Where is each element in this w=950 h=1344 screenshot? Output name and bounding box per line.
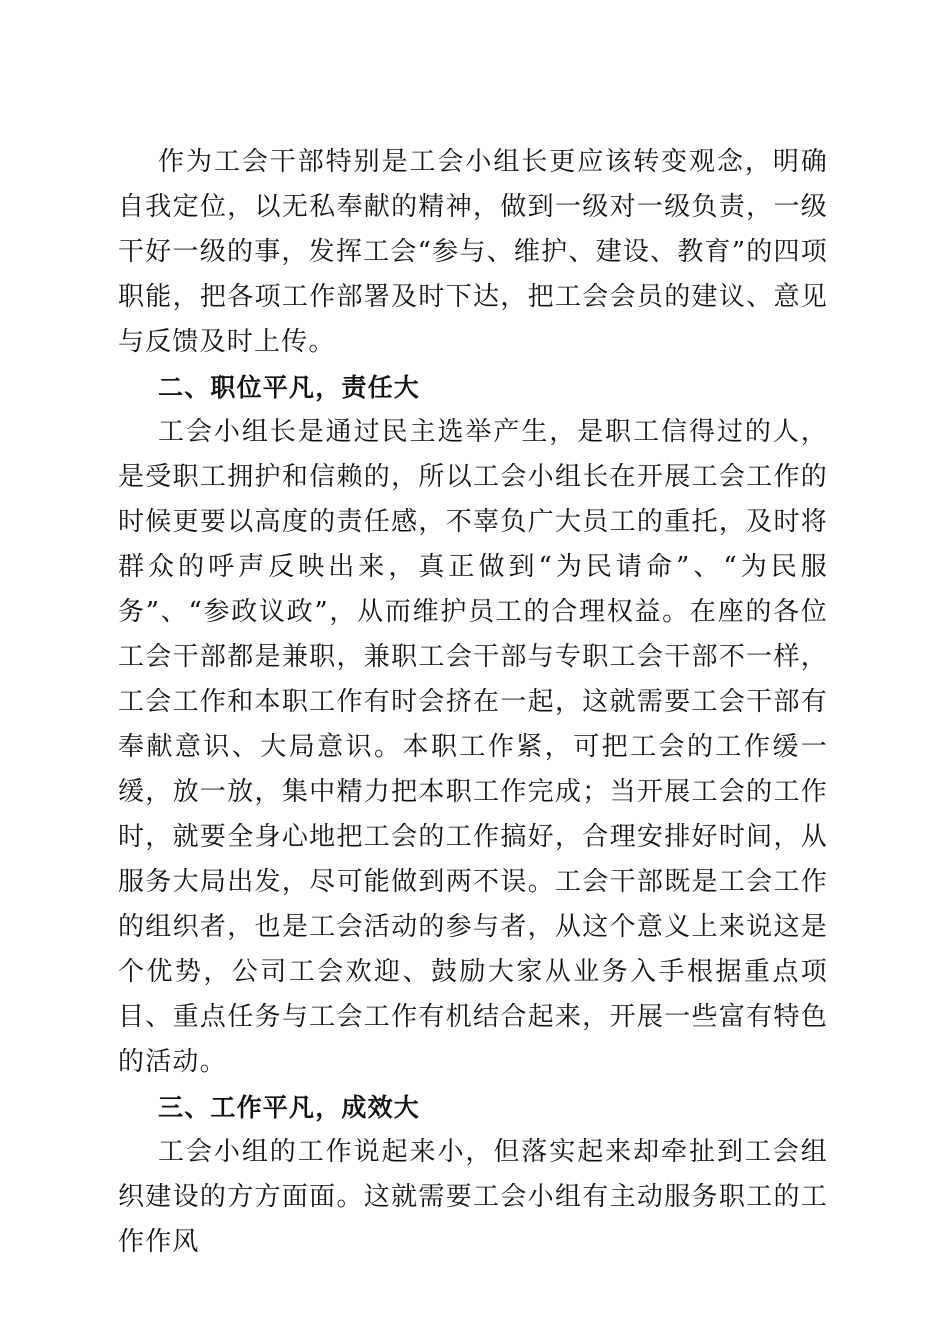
section-heading: 二、职位平凡，责任大 [158, 373, 421, 402]
paragraph: 工会小组长是通过民主选举产生，是职工信得过的人，是受职工拥护和信赖的，所以工会小组长在开展工会工作的时候更要以高度的责任感，不辜负广大员工的重托，及时将群众的呼声反映出来，真正做到“为民请命”、“为民服务”、“参政议政”，从而维护员工的合理权益。在座的各位工会干部都是兼职，兼职工会干部与专职工会干部不一样，工会工作和本职工作有时会挤在一起，这就需要工会干部有奉献意识、大局意识。本职工作紧，可把工会的工作缓一缓，放一放，集中精力把本职工作完成；当开展工会的工作时，就要全身心地把工会的工作搞好，合理安排好时间，从服务大局出发，尽可能做到两不误。工会干部既是工会工作的组织者，也是工会活动的参与者，从这个意义上来说这是个优势，公司工会欢迎、鼓励大家从业务入手根据重点项目、重点任务与工会工作有机结合起来，开展一些富有特色的活动。 [118, 417, 828, 1077]
document-body [118, 140, 828, 1265]
paragraph: 作为工会干部特别是工会小组长更应该转变观念，明确自我定位，以无私奉献的精神，做到一级对一级负责，一级干好一级的事，发挥工会“参与、维护、建设、教育”的四项职能，把各项工作部署及时下达，把工会会员的建议、意见与反馈及时上传。 [118, 147, 828, 357]
section-heading: 三、工作平凡，成效大 [158, 1093, 421, 1122]
paragraph: 工会小组的工作说起来小，但落实起来却牵扯到工会组织建设的方方面面。这就需要工会小组有主动服务职工的工作作风 [118, 1137, 828, 1257]
